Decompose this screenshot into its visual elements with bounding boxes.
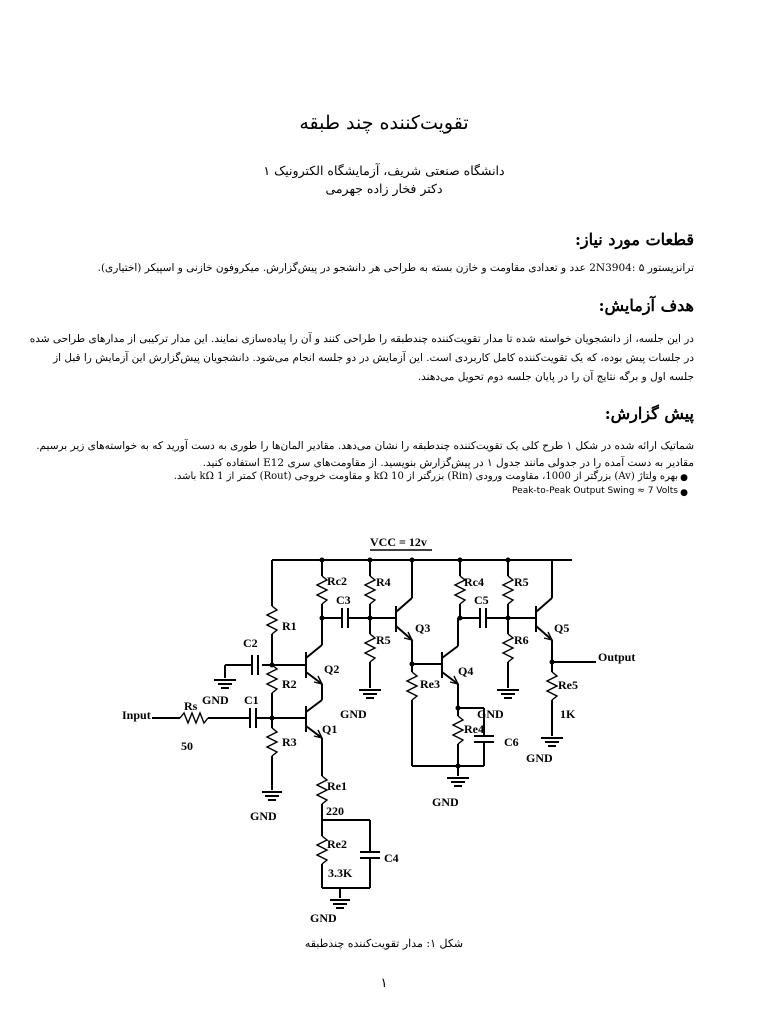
c3-label: C3 (336, 593, 351, 607)
bullet-mark-2: ● (680, 488, 688, 498)
re4-resistor (453, 716, 463, 744)
re1-label: Re1 (327, 779, 347, 793)
r2-label: R2 (282, 677, 297, 691)
prereport-heading: پیش گزارش: (604, 404, 694, 423)
input-label: Input (122, 708, 151, 722)
goal-line-3: جلسه اول و برگه نتایج آن را در پایان جلسه دوم تحویل می‌دهند. (417, 371, 694, 383)
output-label: Output (598, 650, 636, 664)
prereport-line-2: مقادیر به دست آمده را در جدولی مانند جدول ۱ در پیش‌گزارش بنویسید. از مقاومت‌های سری E12 استفاده کنید. (202, 457, 694, 469)
vcc-label: VCC = 12v (370, 535, 427, 549)
re1-value: 220 (326, 804, 344, 818)
gnd-label-q4: GND (477, 707, 504, 721)
r6-resistor (503, 634, 513, 662)
c2-label: C2 (243, 636, 258, 650)
rc4-label: Rc4 (464, 575, 484, 589)
q1-label: Q1 (322, 722, 338, 736)
bullet-requirement-swing: Peak-to-Peak Output Swing ≈ 7 Volts (512, 486, 678, 496)
q4-label: Q4 (458, 664, 474, 678)
re5-value: 1K (560, 707, 576, 721)
r4-label: R4 (376, 575, 391, 589)
goal-line-1: در این جلسه، از دانشجویان خواسته شده تا مدار تقویت‌کننده چندطبقه را طراحی کنند و آن را پیاده‌سازی نمایند. این مدار ترکیبی از مدارهای طراحی شده (29, 333, 694, 345)
bullet-mark-1: ● (680, 473, 688, 483)
rs-label: Rs (184, 699, 198, 713)
goal-heading: هدف آزمایش: (598, 296, 694, 315)
r4-resistor (365, 576, 375, 604)
r6-label: R6 (514, 633, 529, 647)
rc2-label: Rc2 (327, 574, 347, 588)
re3-resistor (407, 672, 417, 700)
gnd-label-r5: GND (340, 707, 367, 721)
goal-line-2: در جلسات پیش بوده، که یک تقویت‌کننده کامل کاربردی است. این آزمایش در دو جلسه انجام می‌شود. دانشجویان پیش‌گزارش این آزمایش را قبل از (53, 352, 694, 364)
gnd-label-c2: GND (202, 693, 229, 707)
page-number: ۱ (380, 976, 388, 991)
c6-label: C6 (504, 735, 519, 749)
r5-right-resistor (503, 576, 513, 604)
c1-label: C1 (244, 693, 259, 707)
re3-label: Re3 (420, 677, 440, 691)
prereport-line-1: شماتیک ارائه شده در شکل ۱ طرح کلی یک تقویت‌کننده چندطبقه را نشان می‌دهد. مقادیر المان‌ها را طوری به دست آورید که به خواسته‌های زیر برسیم. (36, 440, 694, 452)
document-title: تقویت‌کننده چند طبقه (299, 112, 469, 134)
rs-value: 50 (181, 739, 193, 753)
re1-resistor (317, 776, 327, 804)
q2-label: Q2 (324, 662, 340, 676)
figure-caption: شکل ۱: مدار تقویت‌کننده چندطبقه (304, 937, 464, 950)
r2-resistor (267, 665, 277, 693)
gnd-label-stage2: GND (432, 795, 459, 809)
bullet-requirement-gain: بهره ولتاژ (Av) بزرگتر از 1000، مقاومت ورودی (Rin) بزرگتر از 10 kΩ و مقاومت خروجی (Rout) کمتر از 1 kΩ باشد. (173, 471, 678, 482)
r5-label: R5 (376, 633, 391, 647)
r1-label: R1 (282, 619, 297, 633)
re2-value: 3.3K (328, 866, 353, 880)
c5-label: C5 (474, 593, 489, 607)
re5-resistor (547, 672, 557, 700)
rc2-resistor (317, 576, 327, 604)
re2-resistor (317, 836, 327, 864)
q5-label: Q5 (554, 621, 570, 635)
re5-label: Re5 (558, 678, 578, 692)
parts-heading: قطعات مورد نیاز: (574, 230, 694, 249)
gnd-label-r3: GND (250, 809, 277, 823)
re4-label: Re4 (464, 722, 484, 736)
r5-resistor (365, 634, 375, 662)
parts-text: ترانزیستور 2N3904: ۵ عدد و تعدادی مقاومت و خازن بسته به طراحی هر دانشجو در پیش‌گزارش. میکروفون خازنی و اسپیکر (اختیاری). (97, 262, 694, 274)
gnd-label-q5: GND (526, 751, 553, 765)
gnd-label-q1: GND (310, 911, 337, 925)
rs-resistor (180, 713, 208, 723)
r3-resistor (267, 728, 277, 756)
re2-label: Re2 (327, 837, 347, 851)
c4-label: C4 (384, 851, 399, 865)
university-line: دانشگاه صنعتی شریف، آزمایشگاه الکترونیک ۱ (263, 163, 505, 178)
r1-resistor (267, 606, 277, 634)
instructor-line: دکتر فخار زاده جهرمی (325, 181, 443, 196)
r5-right-label: R5 (514, 575, 529, 589)
q3-label: Q3 (415, 621, 431, 635)
r3-label: R3 (282, 735, 297, 749)
